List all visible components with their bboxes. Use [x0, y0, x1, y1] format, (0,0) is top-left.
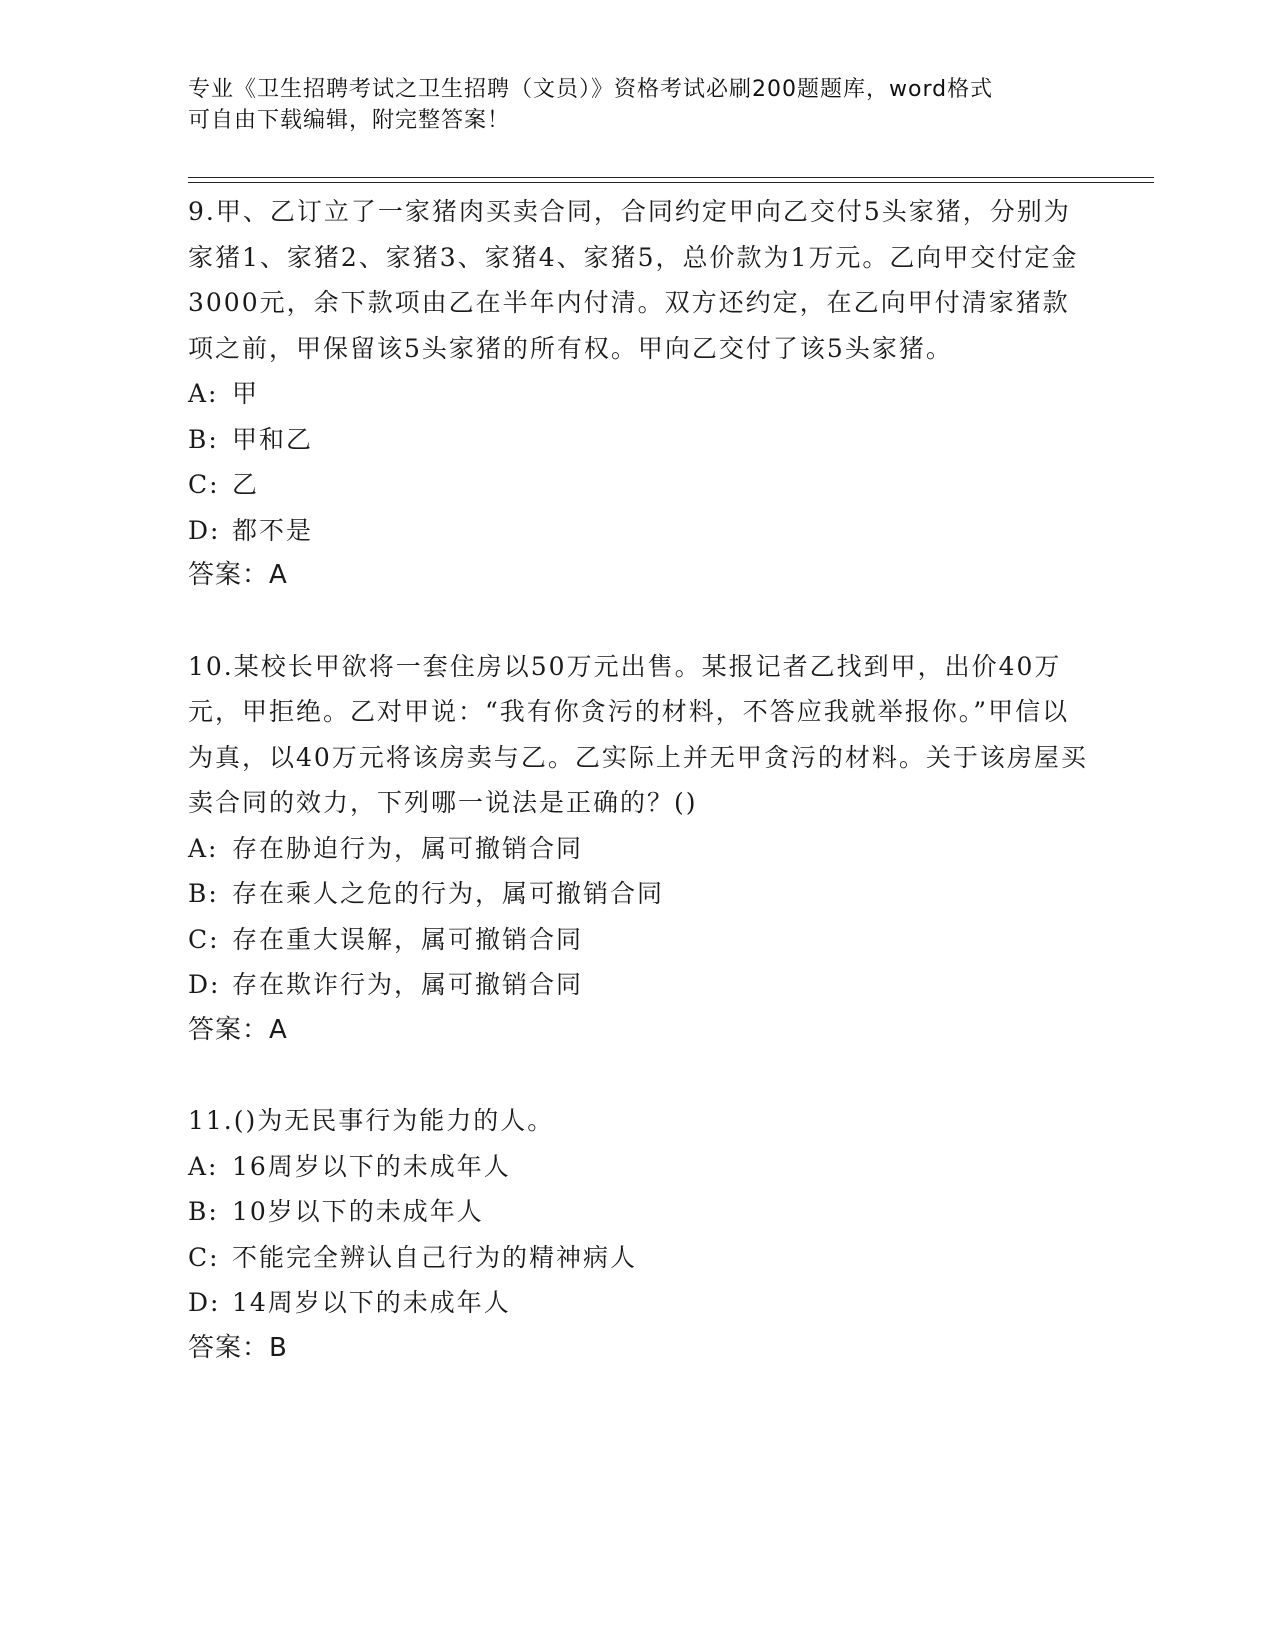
option-text: 乙: [232, 470, 260, 499]
spacer: [188, 599, 1088, 644]
option-letter: A:: [188, 1151, 219, 1181]
option-text: 16周岁以下的未成年人: [232, 1151, 511, 1181]
option-text: 甲和乙: [232, 424, 314, 454]
option-text: 存在乘人之危的行为，属可撤销合同: [232, 879, 665, 908]
option-d: [188, 508, 1088, 554]
option-text: 存在胁迫行为，属可撤销合同: [232, 833, 584, 863]
option-text: 存在欺诈行为，属可撤销合同: [232, 970, 584, 999]
option-c: [188, 1235, 1088, 1281]
option-b: [188, 871, 1088, 917]
option-letter: C:: [188, 924, 220, 954]
option-text: 甲: [232, 379, 260, 408]
option-letter: B:: [188, 424, 219, 454]
option-letter: D:: [188, 970, 221, 999]
question-11: [188, 1098, 1088, 1371]
option-letter: A:: [188, 833, 219, 863]
question-text: 11.()为无民事行为能力的人。: [188, 1106, 555, 1135]
option-b: [188, 1189, 1088, 1235]
option-text: 10岁以下的未成年人: [232, 1197, 484, 1226]
option-a: [188, 371, 1088, 417]
option-letter: C:: [188, 470, 220, 499]
option-letter: B:: [188, 879, 219, 908]
option-letter: C:: [188, 1242, 220, 1272]
option-c: [188, 917, 1088, 963]
header-line-1: 专业《卫生招聘考试之卫生招聘（文员）》资格考试必刷200题题库，word格式: [188, 77, 994, 102]
question-text: 10.某校长甲欲将一套住房以50万元出售。某报记者乙找到甲，出价40万元，甲拒绝。乙对甲说：“我有你贪污的材料，不答应我就举报你。”甲信以为真，以40万元将该房卖与乙。乙实际上并无甲贪污的材料。关于该房屋买卖合同的效力，下列哪一说法是正确的？(): [188, 651, 1088, 817]
spacer: [188, 1053, 1088, 1098]
question-10: [188, 644, 1088, 1054]
option-d: [188, 1280, 1088, 1326]
option-letter: D:: [188, 1288, 221, 1317]
header-divider-top: [188, 177, 1154, 178]
answer-line: 答案：A: [188, 560, 288, 590]
answer-line: 答案：B: [188, 1332, 288, 1363]
option-a: [188, 826, 1088, 872]
option-letter: D:: [188, 515, 221, 545]
option-letter: A:: [188, 379, 219, 408]
document-header: [188, 74, 1088, 136]
option-d: [188, 962, 1088, 1008]
option-c: [188, 462, 1088, 508]
question-text: 9.甲、乙订立了一家猪肉买卖合同，合同约定甲向乙交付5头家猪，分别为家猪1、家猪2、家猪3、家猪4、家猪5，总价款为1万元。乙向甲交付定金3000元，余下款项由乙在半年内付清。双方还约定，在乙向甲付清家猪款项之前，甲保留该5头家猪的所有权。甲向乙交付了该5头家猪。: [188, 197, 1079, 363]
header-line-2: 可自由下载编辑，附完整答案！: [188, 108, 511, 133]
option-text: 存在重大误解，属可撤销合同: [232, 924, 584, 954]
answer-line: 答案：A: [188, 1014, 288, 1045]
option-text: 14周岁以下的未成年人: [232, 1288, 511, 1317]
question-list: [188, 189, 1088, 1371]
option-text: 不能完全辨认自己行为的精神病人: [232, 1242, 638, 1272]
option-b: [188, 417, 1088, 463]
question-9: [188, 189, 1088, 599]
option-text: 都不是: [232, 515, 314, 545]
header-divider-bottom: [188, 182, 1154, 183]
option-a: [188, 1144, 1088, 1190]
option-letter: B:: [188, 1197, 219, 1226]
